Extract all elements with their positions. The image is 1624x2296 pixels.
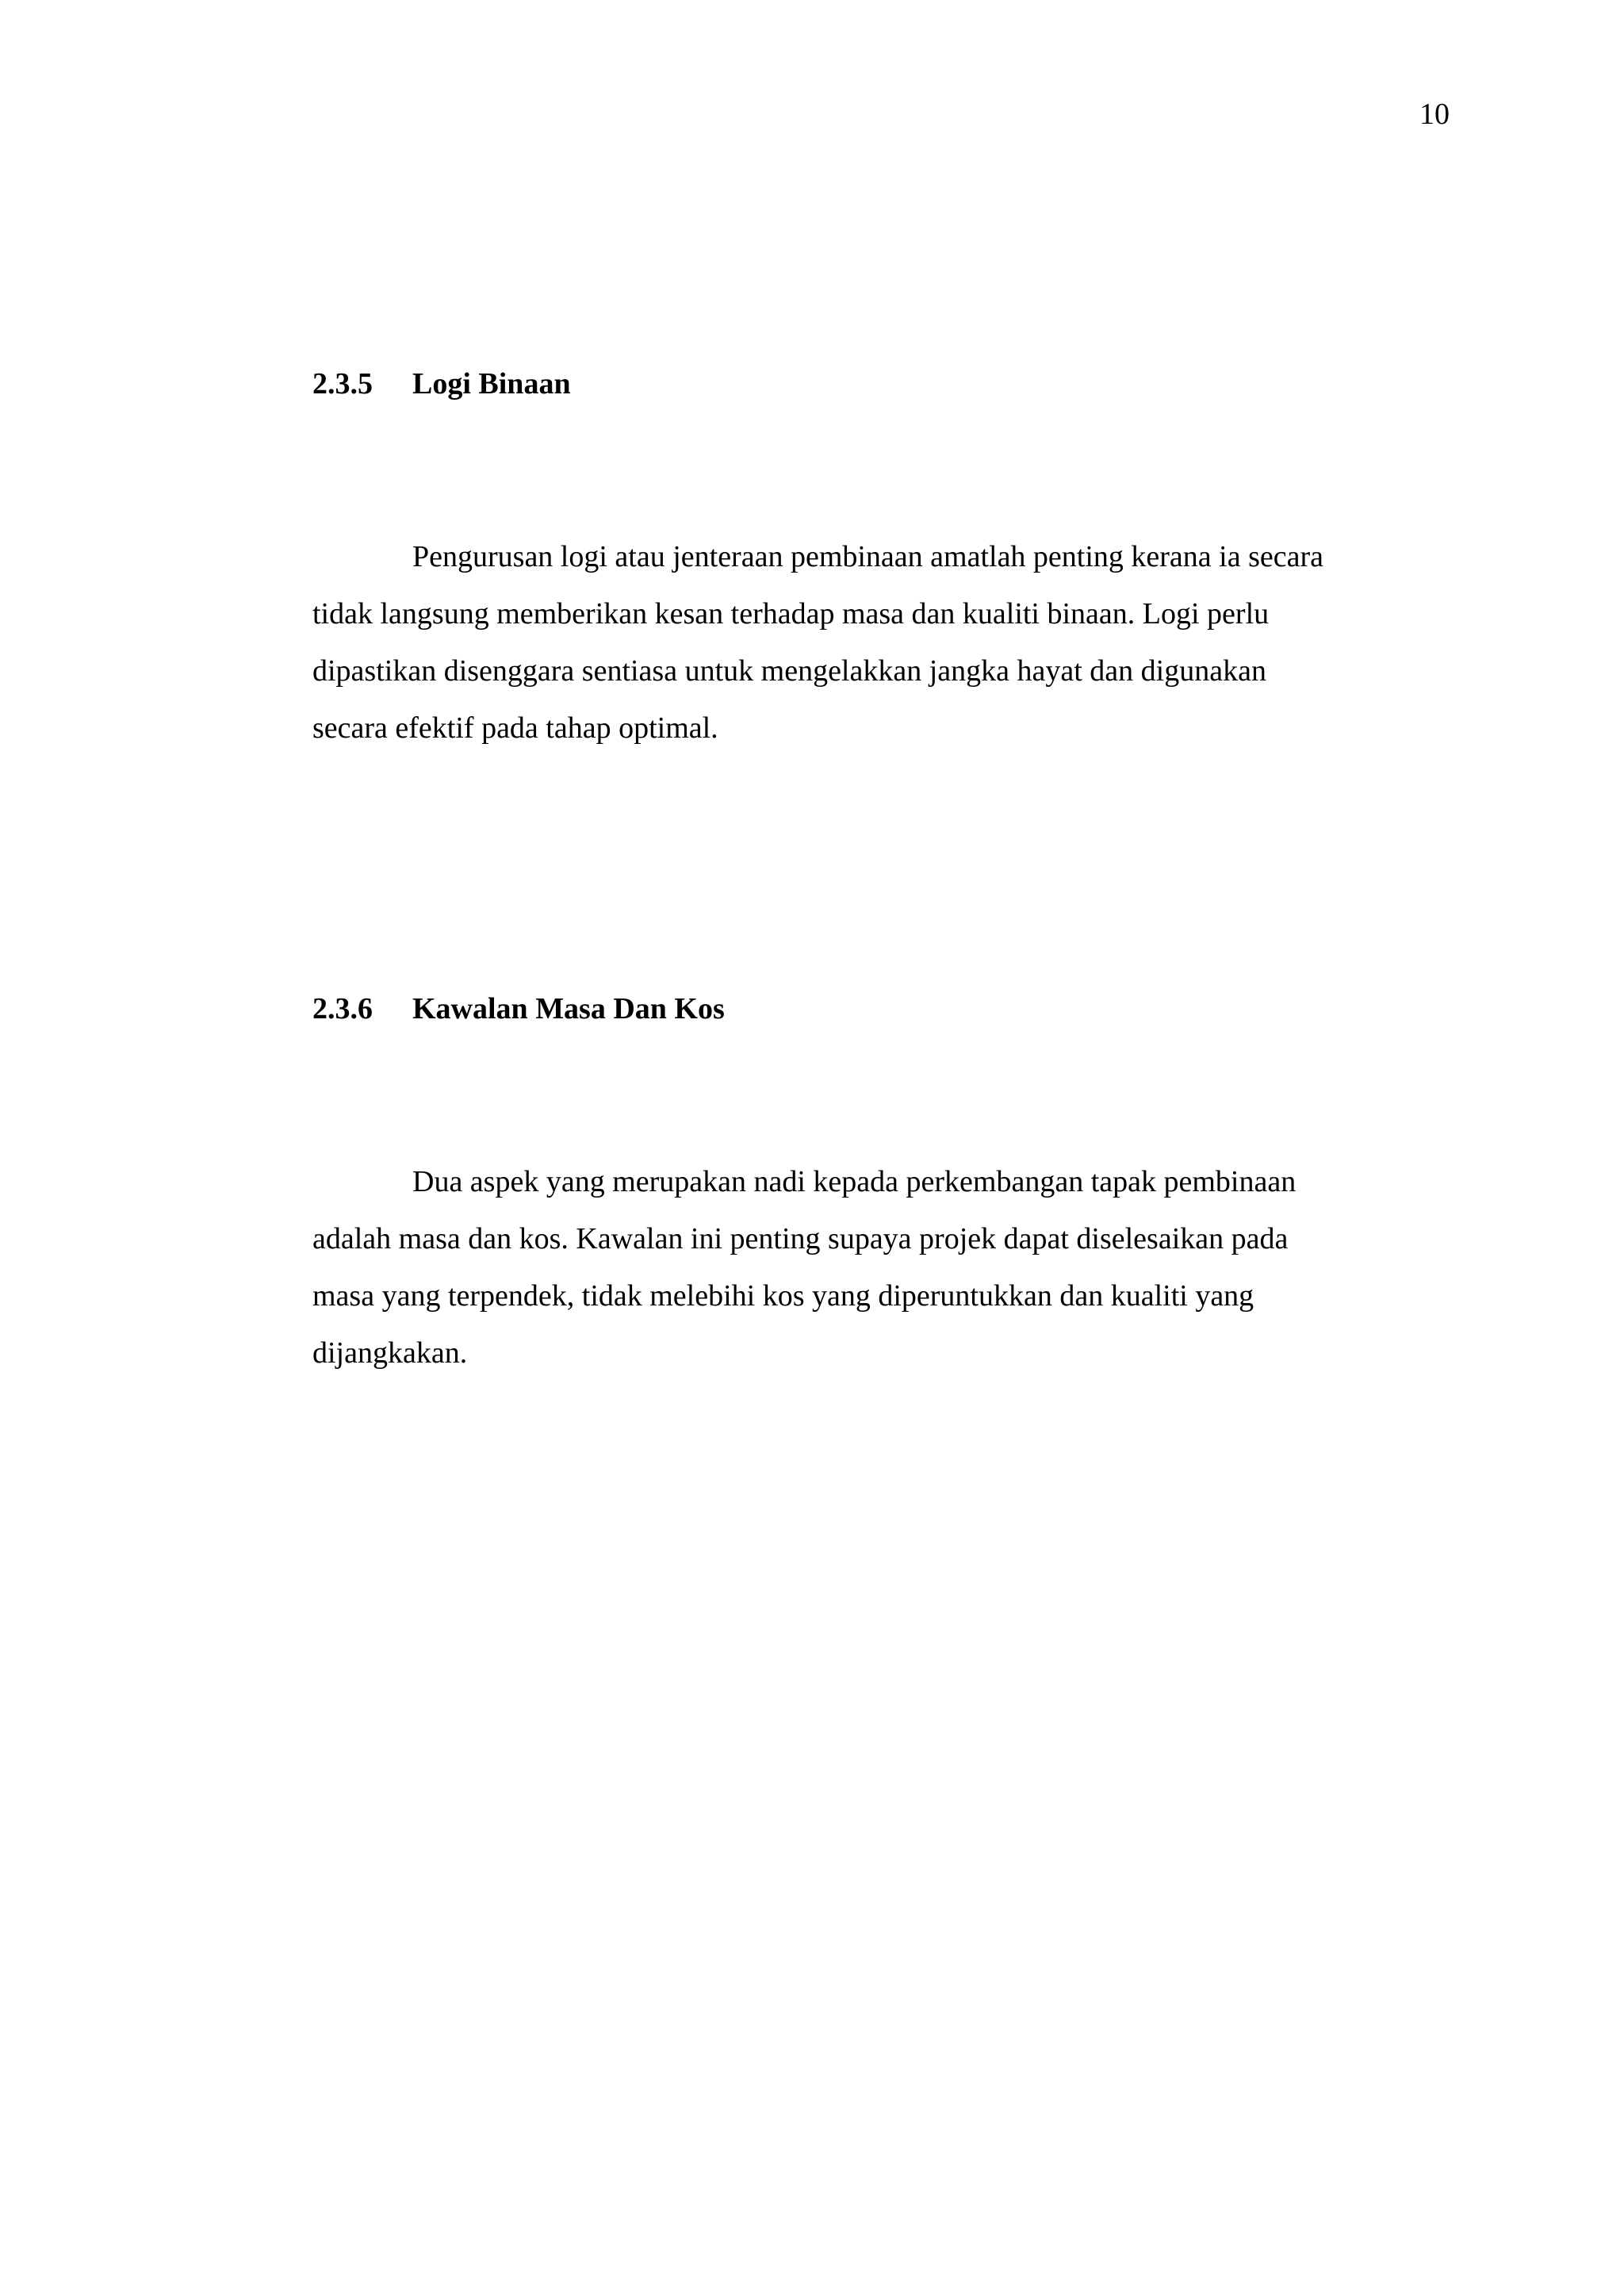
paragraph-line: dipastikan disenggara sentiasa untuk mengelakkan jangka hayat dan digunakan (312, 654, 1266, 688)
section-title: Logi Binaan (412, 367, 571, 401)
section-heading-2-3-5 (312, 366, 571, 403)
section-number: 2.3.5 (312, 367, 373, 401)
paragraph-line: adalah masa dan kos. Kawalan ini penting supaya projek dapat diselesaikan pada (312, 1222, 1289, 1255)
paragraph-line: Dua aspek yang merupakan nadi kepada perkembangan tapak pembinaan (412, 1165, 1297, 1198)
paragraph-line: dijangkakan. (312, 1336, 468, 1370)
section-number: 2.3.6 (312, 992, 373, 1025)
paragraph-line: secara efektif pada tahap optimal. (312, 711, 718, 745)
page-number: 10 (1419, 98, 1450, 131)
paragraph-line: Pengurusan logi atau jenteraan pembinaan amatlah penting kerana ia secara (412, 540, 1323, 573)
paragraph-line: tidak langsung memberikan kesan terhadap masa dan kualiti binaan. Logi perlu (312, 597, 1270, 631)
paragraph-line: masa yang terpendek, tidak melebihi kos yang diperuntukkan dan kualiti yang (312, 1279, 1254, 1313)
section-title: Kawalan Masa Dan Kos (412, 992, 725, 1025)
section-paragraph-2-3-5 (312, 528, 1323, 757)
section-heading-2-3-6 (312, 991, 725, 1028)
section-paragraph-2-3-6 (312, 1153, 1296, 1382)
